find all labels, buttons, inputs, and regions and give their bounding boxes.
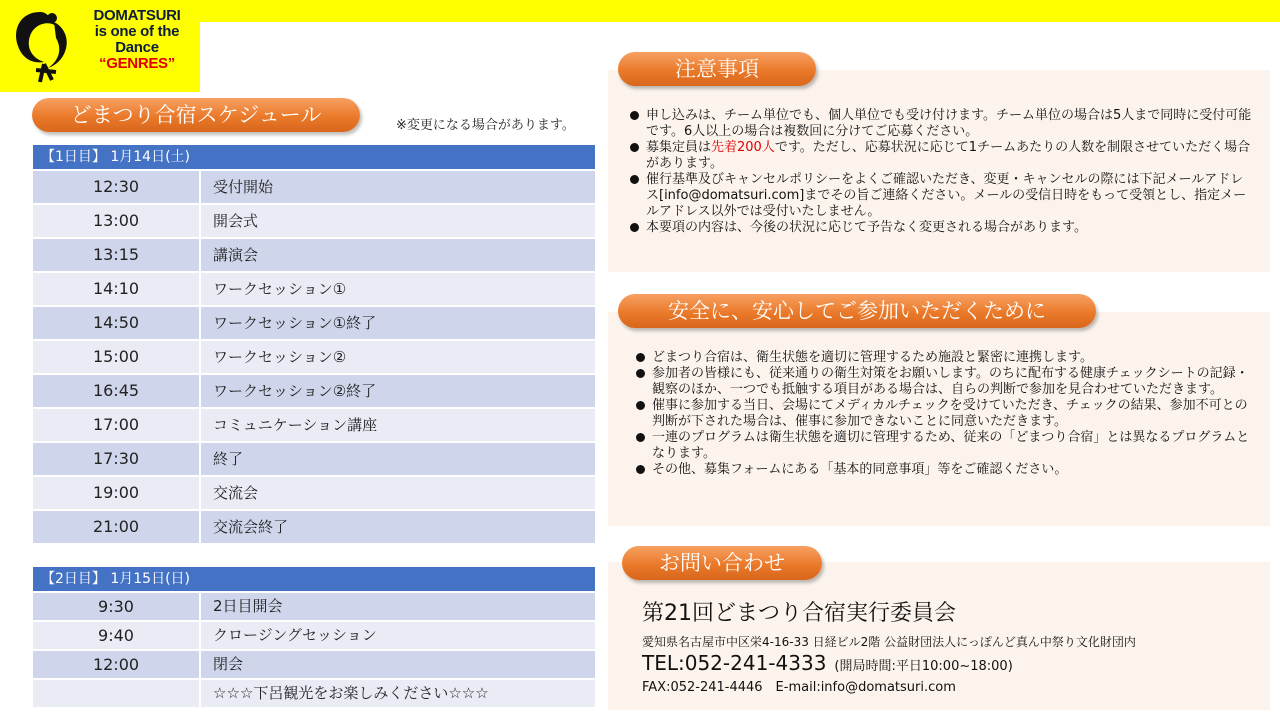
organizer-name: 第21回どまつり合宿実行委員会 — [642, 601, 956, 626]
notice-text: 催行基準及びキャンセルポリシーをよくご確認いただき、変更・キャンセルの際には下記メールアドレス[info@domatsuri.com]までその旨ご連絡ください。メールの受信日時をもって受領とし、指定メールアドレス以外では受付いたしません。 — [646, 172, 1247, 219]
table-row — [33, 273, 595, 307]
table-row — [33, 622, 595, 651]
notice-panel — [608, 70, 1270, 272]
schedule-event: 閉会 — [213, 655, 244, 673]
schedule-time: 16:45 — [33, 375, 201, 407]
schedule-event: 開会式 — [213, 212, 259, 230]
notice-title: 注意事項 — [618, 52, 816, 86]
table-row — [33, 205, 595, 239]
organizer-fax-email: FAX:052-241-4446 E-mail:info@domatsuri.com — [642, 680, 956, 695]
safety-text: 催事に参加する当日、会場にてメディカルチェックを受けていただき、チェックの結果、参加不可との判断が下された場合は、催事に参加できないことに同意いただきます。 — [652, 398, 1248, 429]
notice-text: です。ただし、応募状況に応じて1チームあたりの人数を制限させていただく場合があります。 — [646, 140, 1251, 171]
table-row — [33, 239, 595, 273]
schedule-time: 13:15 — [33, 239, 201, 271]
table-row — [33, 593, 595, 622]
schedule-time: 19:00 — [33, 477, 201, 509]
schedule-event: 受付開始 — [213, 178, 274, 196]
schedule-event: ワークセッション①終了 — [213, 314, 377, 332]
safety-text: 参加者の皆様にも、従来通りの衛生対策をお願いします。のちに配布する健康チェックシートの記録・観察のほか、一つでも抵触する項目がある場合は、自らの判断で参加を見合わせていただきます。 — [652, 366, 1249, 397]
logo-line: Dance — [115, 39, 159, 56]
schedule-event: 終了 — [213, 450, 244, 468]
schedule-title: どまつり合宿スケジュール — [32, 98, 360, 132]
schedule-time: 12:00 — [33, 651, 201, 678]
list-item — [632, 462, 1258, 478]
list-item — [632, 350, 1258, 366]
table-row — [33, 409, 595, 443]
safety-text: どまつり合宿は、衛生状態を適切に管理するため施設と緊密に連携します。 — [652, 350, 1093, 365]
logo-line-genres: “GENRES” — [99, 55, 175, 72]
schedule-note: ※変更になる場合があります。 — [396, 118, 575, 133]
schedule-event: 講演会 — [213, 246, 259, 264]
list-item — [626, 220, 1252, 236]
schedule-time: 12:30 — [33, 171, 201, 203]
table-row — [33, 375, 595, 409]
day1-header: 【1日目】 1月14日(土) — [33, 145, 595, 169]
table-row — [33, 680, 595, 709]
list-item — [632, 398, 1258, 430]
safety-list — [632, 350, 1258, 478]
organizer-tel — [642, 651, 1013, 675]
bullet-icon — [636, 353, 645, 362]
schedule-event: 交流会 — [213, 484, 259, 502]
day2-schedule-table — [33, 593, 595, 709]
logo-caption — [76, 8, 198, 72]
schedule-time — [33, 680, 201, 707]
safety-title: 安全に、安心してご参加いただくために — [618, 294, 1096, 328]
schedule-time: 21:00 — [33, 511, 201, 543]
bullet-icon — [636, 465, 645, 474]
schedule-time: 14:50 — [33, 307, 201, 339]
schedule-time: 17:00 — [33, 409, 201, 441]
capacity-highlight: 先着200人 — [711, 140, 775, 155]
schedule-event: コミュニケーション講座 — [213, 416, 378, 434]
notice-text: 本要項の内容は、今後の状況に応じて予告なく変更される場合があります。 — [646, 220, 1087, 235]
list-item — [626, 140, 1252, 172]
notice-list — [626, 108, 1252, 236]
office-hours: (開局時間:平日10:00~18:00) — [834, 659, 1013, 674]
logo-line: is one of the — [94, 23, 180, 40]
table-row — [33, 171, 595, 205]
dancer-emblem-icon — [10, 6, 78, 86]
notice-text: 申し込みは、チーム単位でも、個人単位でも受け付けます。チーム単位の場合は5人まで同時に受付可能です。6人以上の場合は複数回に分けてご応募ください。 — [646, 108, 1252, 139]
schedule-time: 9:30 — [33, 593, 201, 620]
schedule-event: ワークセッション②終了 — [213, 382, 377, 400]
organizer-address: 愛知県名古屋市中区栄4-16-33 日経ビル2階 公益財団法人にっぽんど真ん中祭り文化財団内 — [642, 635, 1136, 649]
tel-number: TEL:052-241-4333 — [642, 651, 827, 675]
day2-header: 【2日目】 1月15日(日) — [33, 567, 595, 591]
schedule-time: 13:00 — [33, 205, 201, 237]
schedule-event: ☆☆☆下呂観光をお楽しみください☆☆☆ — [213, 684, 489, 702]
table-row — [33, 511, 595, 545]
schedule-event: ワークセッション① — [213, 280, 347, 298]
table-row — [33, 341, 595, 375]
list-item — [626, 172, 1252, 220]
bullet-icon — [636, 369, 645, 378]
contact-title: お問い合わせ — [622, 546, 822, 580]
schedule-event: クロージングセッション — [213, 626, 377, 644]
schedule-time: 9:40 — [33, 622, 201, 649]
bullet-icon — [630, 223, 639, 232]
bullet-icon — [636, 401, 645, 410]
list-item — [632, 430, 1258, 462]
table-row — [33, 307, 595, 341]
bullet-icon — [636, 433, 645, 442]
table-row — [33, 443, 595, 477]
bullet-icon — [630, 111, 639, 120]
logo-line: DOMATSURI — [93, 7, 181, 24]
bullet-icon — [630, 143, 639, 152]
safety-panel — [608, 312, 1270, 526]
list-item — [626, 108, 1252, 140]
domatsuri-logo — [0, 0, 200, 92]
safety-text: その他、募集フォームにある「基本的同意事項」等をご確認ください。 — [652, 462, 1068, 477]
schedule-event: 2日目開会 — [213, 597, 283, 615]
schedule-time: 14:10 — [33, 273, 201, 305]
day1-schedule-table — [33, 171, 595, 545]
list-item — [632, 366, 1258, 398]
table-row — [33, 651, 595, 680]
schedule-event: ワークセッション② — [213, 348, 347, 366]
notice-text: 募集定員は — [646, 140, 712, 155]
schedule-event: 交流会終了 — [213, 518, 289, 536]
bullet-icon — [630, 175, 639, 184]
schedule-time: 17:30 — [33, 443, 201, 475]
schedule-time: 15:00 — [33, 341, 201, 373]
safety-text: 一連のプログラムは衛生状態を適切に管理するため、従来の「どまつり合宿」とは異なるプログラムとなります。 — [652, 430, 1250, 461]
table-row — [33, 477, 595, 511]
